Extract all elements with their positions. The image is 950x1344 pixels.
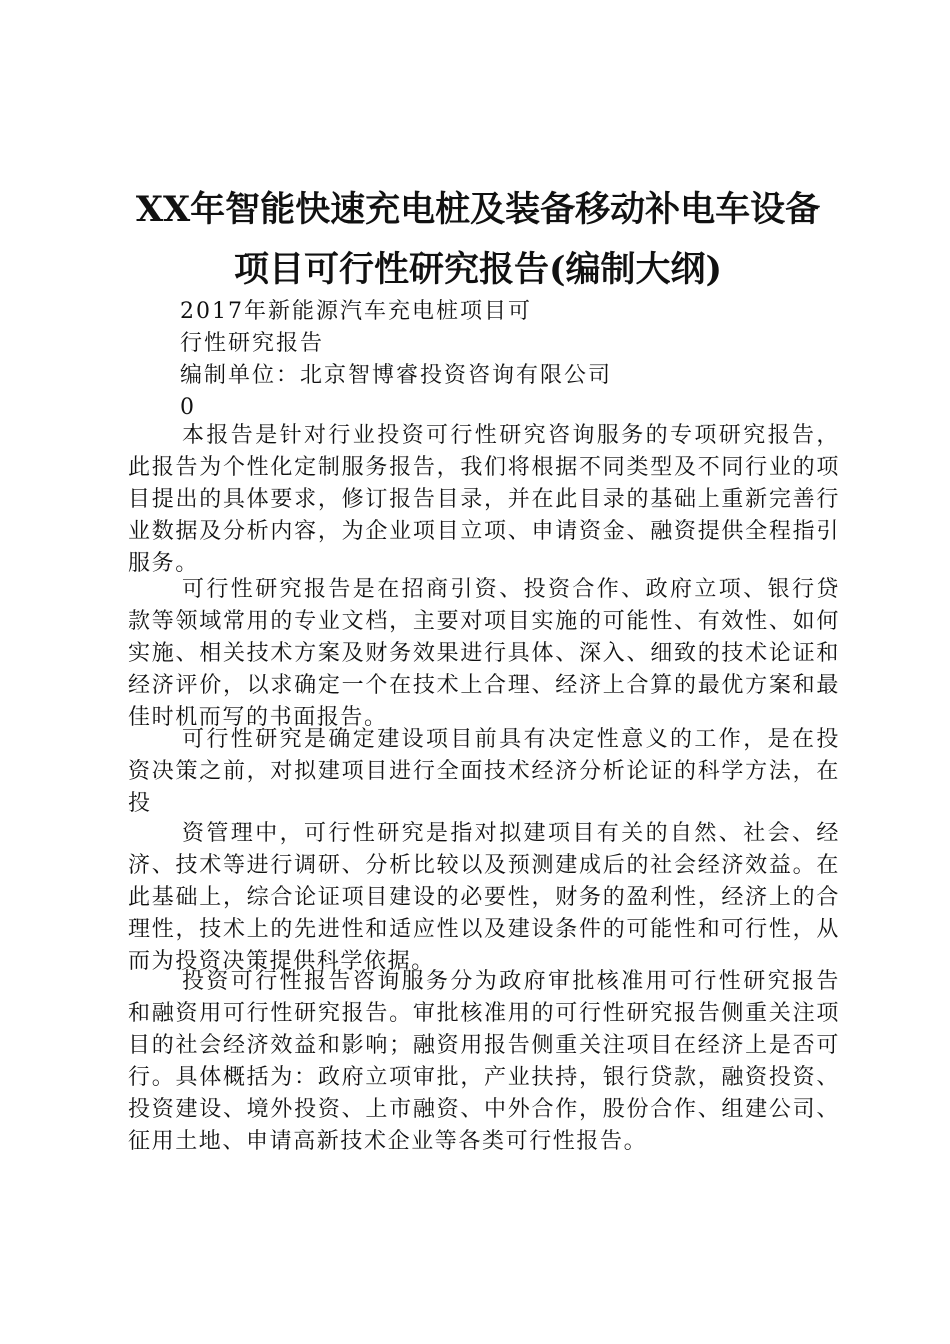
document-title-line-2: 项目可行性研究报告(编制大纲) xyxy=(233,249,723,290)
subtitle-line-1: 2017年新能源汽车充电桩项目可 xyxy=(180,299,532,324)
body-paragraph: 资管理中，可行性研究是指对拟建项目有关的自然、社会、经济、技术等进行调研、分析比较以及预测建成后的社会经济效益。在此基础上，综合论证项目建设的必要性，财务的盈利性，经济上的合理性，技术上的先进性和适应性以及建设条件的可能性和可行性，从而为投资决策提供科学依据。 xyxy=(128,821,840,974)
body-paragraph: 投资可行性报告咨询服务分为政府审批核准用可行性研究报告和融资用可行性研究报告。审批核准用的可行性研究报告侧重关注项目的社会经济效益和影响；融资用报告侧重关注项目在经济上是否可行。具体概括为：政府立项审批，产业扶持，银行贷款，融资投资、投资建设、境外投资、上市融资、中外合作，股份合作、组建公司、征用土地、申请高新技术企业等各类可行性报告。 xyxy=(128,969,840,1154)
compiler-line: 编制单位：北京智博睿投资咨询有限公司 xyxy=(180,363,613,388)
body-paragraph: 可行性研究报告是在招商引资、投资合作、政府立项、银行贷款等领域常用的专业文档，主要对项目实施的可能性、有效性、如何实施、相关技术方案及财务效果进行具体、深入、细致的技术论证和经济评价，以求确定一个在技术上合理、经济上合算的最优方案和最佳时机而写的书面报告。 xyxy=(128,577,840,730)
page-marker: 0 xyxy=(180,395,196,420)
subtitle-line-2: 行性研究报告 xyxy=(180,331,325,356)
body-paragraph: 本报告是针对行业投资可行性研究咨询服务的专项研究报告，此报告为个性化定制服务报告，我们将根据不同类型及不同行业的项目提出的具体要求，修订报告目录，并在此目录的基础上重新完善行业数据及分析内容，为企业项目立项、申请资金、融资提供全程指引服务。 xyxy=(128,423,840,576)
body-paragraph: 可行性研究是确定建设项目前具有决定性意义的工作，是在投资决策之前，对拟建项目进行全面技术经济分析论证的科学方法，在投 xyxy=(128,727,840,816)
document-title-line-1: XX年智能快速充电桩及装备移动补电车设备 xyxy=(135,189,821,230)
